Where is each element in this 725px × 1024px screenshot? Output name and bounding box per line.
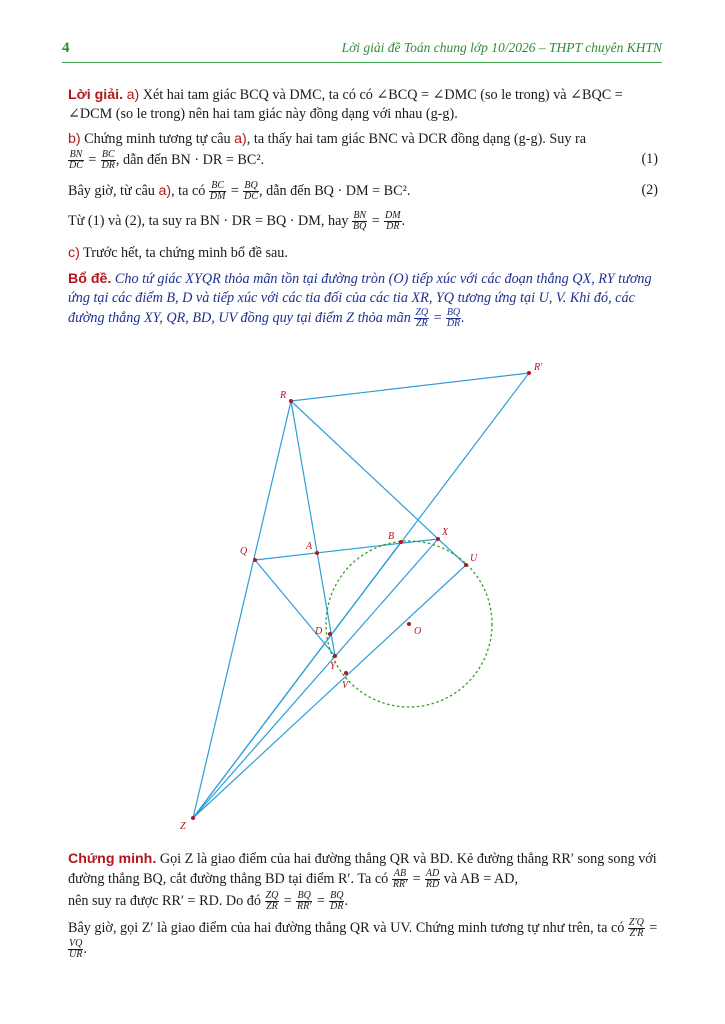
label-q: Q — [240, 546, 248, 557]
fraction-bc-dm: $\frac{BC}{DM}$ — [209, 180, 226, 202]
solution-part-b-line4: Từ (1) và (2), ta suy ra BN · DR = BQ · DM, hay $\frac{BN}{BQ}$ = $\frac{DM}{DR}$ . — [68, 210, 406, 232]
point-v — [344, 671, 348, 675]
proof-label: Chứng minh. — [68, 851, 157, 867]
label-v: V — [342, 680, 349, 691]
label-a: A — [306, 541, 313, 552]
solution-part-b-line3: Bây giờ, từ câu a), ta có $\frac{BC}{DM}$ = $\frac{BQ}{DC}$ , dẫn đến BQ · DM = BC². (2) — [68, 180, 658, 202]
part-a-tag: a) — [126, 87, 140, 103]
fraction-ab-rr: $\frac{AB}{RR'}$ — [392, 868, 408, 890]
page-number: 4 — [62, 40, 70, 56]
label-rprime: R′ — [534, 362, 543, 373]
point-rprime — [527, 371, 531, 375]
equation-number-1: (1) — [641, 151, 658, 167]
solution-part-c: c) Trước hết, ta chứng minh bổ đề sau. — [68, 245, 288, 261]
proof-paragraph-2: Bây giờ, gọi Z′ là giao điểm của hai đường thẳng QR và UV. Chứng minh tương tự như trên, ta có $\frac{Z'Q}{Z'R}$ = $\frac{VQ}{UR}$ . — [68, 917, 658, 960]
fraction-vq-ur: $\frac{VQ}{UR}$ — [69, 938, 83, 960]
label-y: Y — [330, 661, 336, 672]
lemma-label: Bổ đề. — [68, 271, 112, 287]
line-z-u — [193, 565, 466, 818]
fraction-dm-dr: $\frac{DM}{DR}$ — [385, 210, 401, 232]
point-z — [191, 816, 195, 820]
fraction-bq-rr: $\frac{BQ}{RR'}$ — [297, 890, 312, 912]
line-r-rprime — [291, 373, 529, 401]
fraction-zpq-zpr: $\frac{Z'Q}{Z'R}$ — [628, 917, 644, 939]
lemma: Bổ đề. Cho tứ giác XYQR thỏa mãn tồn tại đường tròn (O) tiếp xúc với các đoạn thẳng QX, RY tương ứng tại các điểm B, D và tiếp xúc với các tia đối của các tia XR, YQ tương ứng tại U, V. Khi đó, các đường thẳng XY, QR, BD, UV đồng quy tại điểm Z thỏa mãn $\frac{ZQ}{ZR}$ = $\frac{BQ}{DR}$ . — [68, 271, 652, 329]
line-z-x — [193, 539, 438, 818]
lemma-text: Cho tứ giác XYQR thỏa mãn tồn tại đường tròn (O) tiếp xúc với các đoạn thẳng QX, RY tương ứng tại các điểm B, D và tiếp xúc với các tia đối của các tia XR, YQ tương ứng tại U, V. Khi đó, các đường thẳng XY, QR, BD, UV đồng quy tại điểm Z thỏa mãn — [68, 271, 652, 326]
line-r-u — [291, 401, 466, 565]
solution-label: Lời giải. — [68, 87, 124, 103]
proof-paragraph-1: Chứng minh. Gọi Z là giao điểm của hai đường thẳng QR và BD. Kẻ đường thẳng RR′ song song với đường thẳng BQ, cắt đường thẳng BD tại điểm R′. Ta có $\frac{AB}{RR'}$ = $\frac{AD}{RD}$ và AB = AD, — [68, 851, 657, 890]
fraction-zq-zr: $\frac{ZQ}{ZR}$ — [415, 307, 429, 329]
label-o: O — [414, 626, 422, 637]
line-q-y — [255, 560, 335, 656]
label-r: R — [280, 390, 287, 401]
label-x: X — [442, 527, 449, 538]
part-a-text: Xét hai tam giác BCQ và DMC, ta có có ∠BCQ = ∠DMC (so le trong) và ∠BQC = ∠DCM (so le trong) nên hai tam giác này đồng dạng với nhau (g-g). — [68, 87, 623, 122]
fraction-ad-rd: $\frac{AD}{RD}$ — [425, 868, 440, 890]
fraction-bn-bq: $\frac{BN}{BQ}$ — [353, 210, 367, 232]
label-d: D — [315, 626, 323, 637]
point-u — [464, 563, 468, 567]
fraction-bq-dc: $\frac{BQ}{DC}$ — [244, 180, 259, 202]
line-r-z — [193, 401, 291, 818]
point-o — [407, 622, 411, 626]
label-u: U — [470, 553, 478, 564]
solution-part-b-line2: $\frac{BN}{DC}$ = $\frac{BC}{DR}$ , dẫn đến BN · DR = BC². (1) — [69, 149, 658, 171]
point-b — [399, 540, 403, 544]
label-z: Z — [180, 821, 186, 832]
fraction-bq-dr-proof: $\frac{BQ}{DR}$ — [330, 890, 344, 912]
label-b: B — [388, 531, 395, 542]
fraction-bq-dr: $\frac{BQ}{DR}$ — [446, 307, 461, 329]
point-x — [436, 537, 440, 541]
line-r-y — [291, 401, 335, 656]
point-a — [315, 551, 319, 555]
figure-labels — [180, 362, 543, 832]
solution-part-b-line1: b) Chứng minh tương tự câu a), ta thấy hai tam giác BNC và DCR đồng dạng (g-g). Suy ra — [68, 131, 587, 147]
equation-number-2: (2) — [641, 182, 658, 198]
figure-lines — [193, 373, 529, 818]
point-y — [333, 654, 337, 658]
part-b-tag: b) — [68, 131, 81, 147]
fraction-bc-dr: $\frac{BC}{DR}$ — [101, 149, 115, 171]
fraction-zq-zr-proof: $\frac{ZQ}{ZR}$ — [265, 890, 279, 912]
point-r — [289, 399, 293, 403]
line-z-b — [193, 542, 401, 818]
fraction-bn-dc: $\frac{BN}{DC}$ — [69, 149, 83, 171]
line-q-x — [255, 539, 438, 560]
proof-paragraph-1-end: nên suy ra được RR′ = RD. Do đó $\frac{ZQ}{ZR}$ = $\frac{BQ}{RR'}$ = $\frac{BQ}{DR}$ . — [68, 890, 348, 912]
point-q — [253, 558, 257, 562]
point-d — [328, 632, 332, 636]
part-c-tag: c) — [68, 245, 80, 261]
running-title: Lời giải đề Toán chung lớp 10/2026 – THPT chuyên KHTN — [341, 40, 662, 55]
